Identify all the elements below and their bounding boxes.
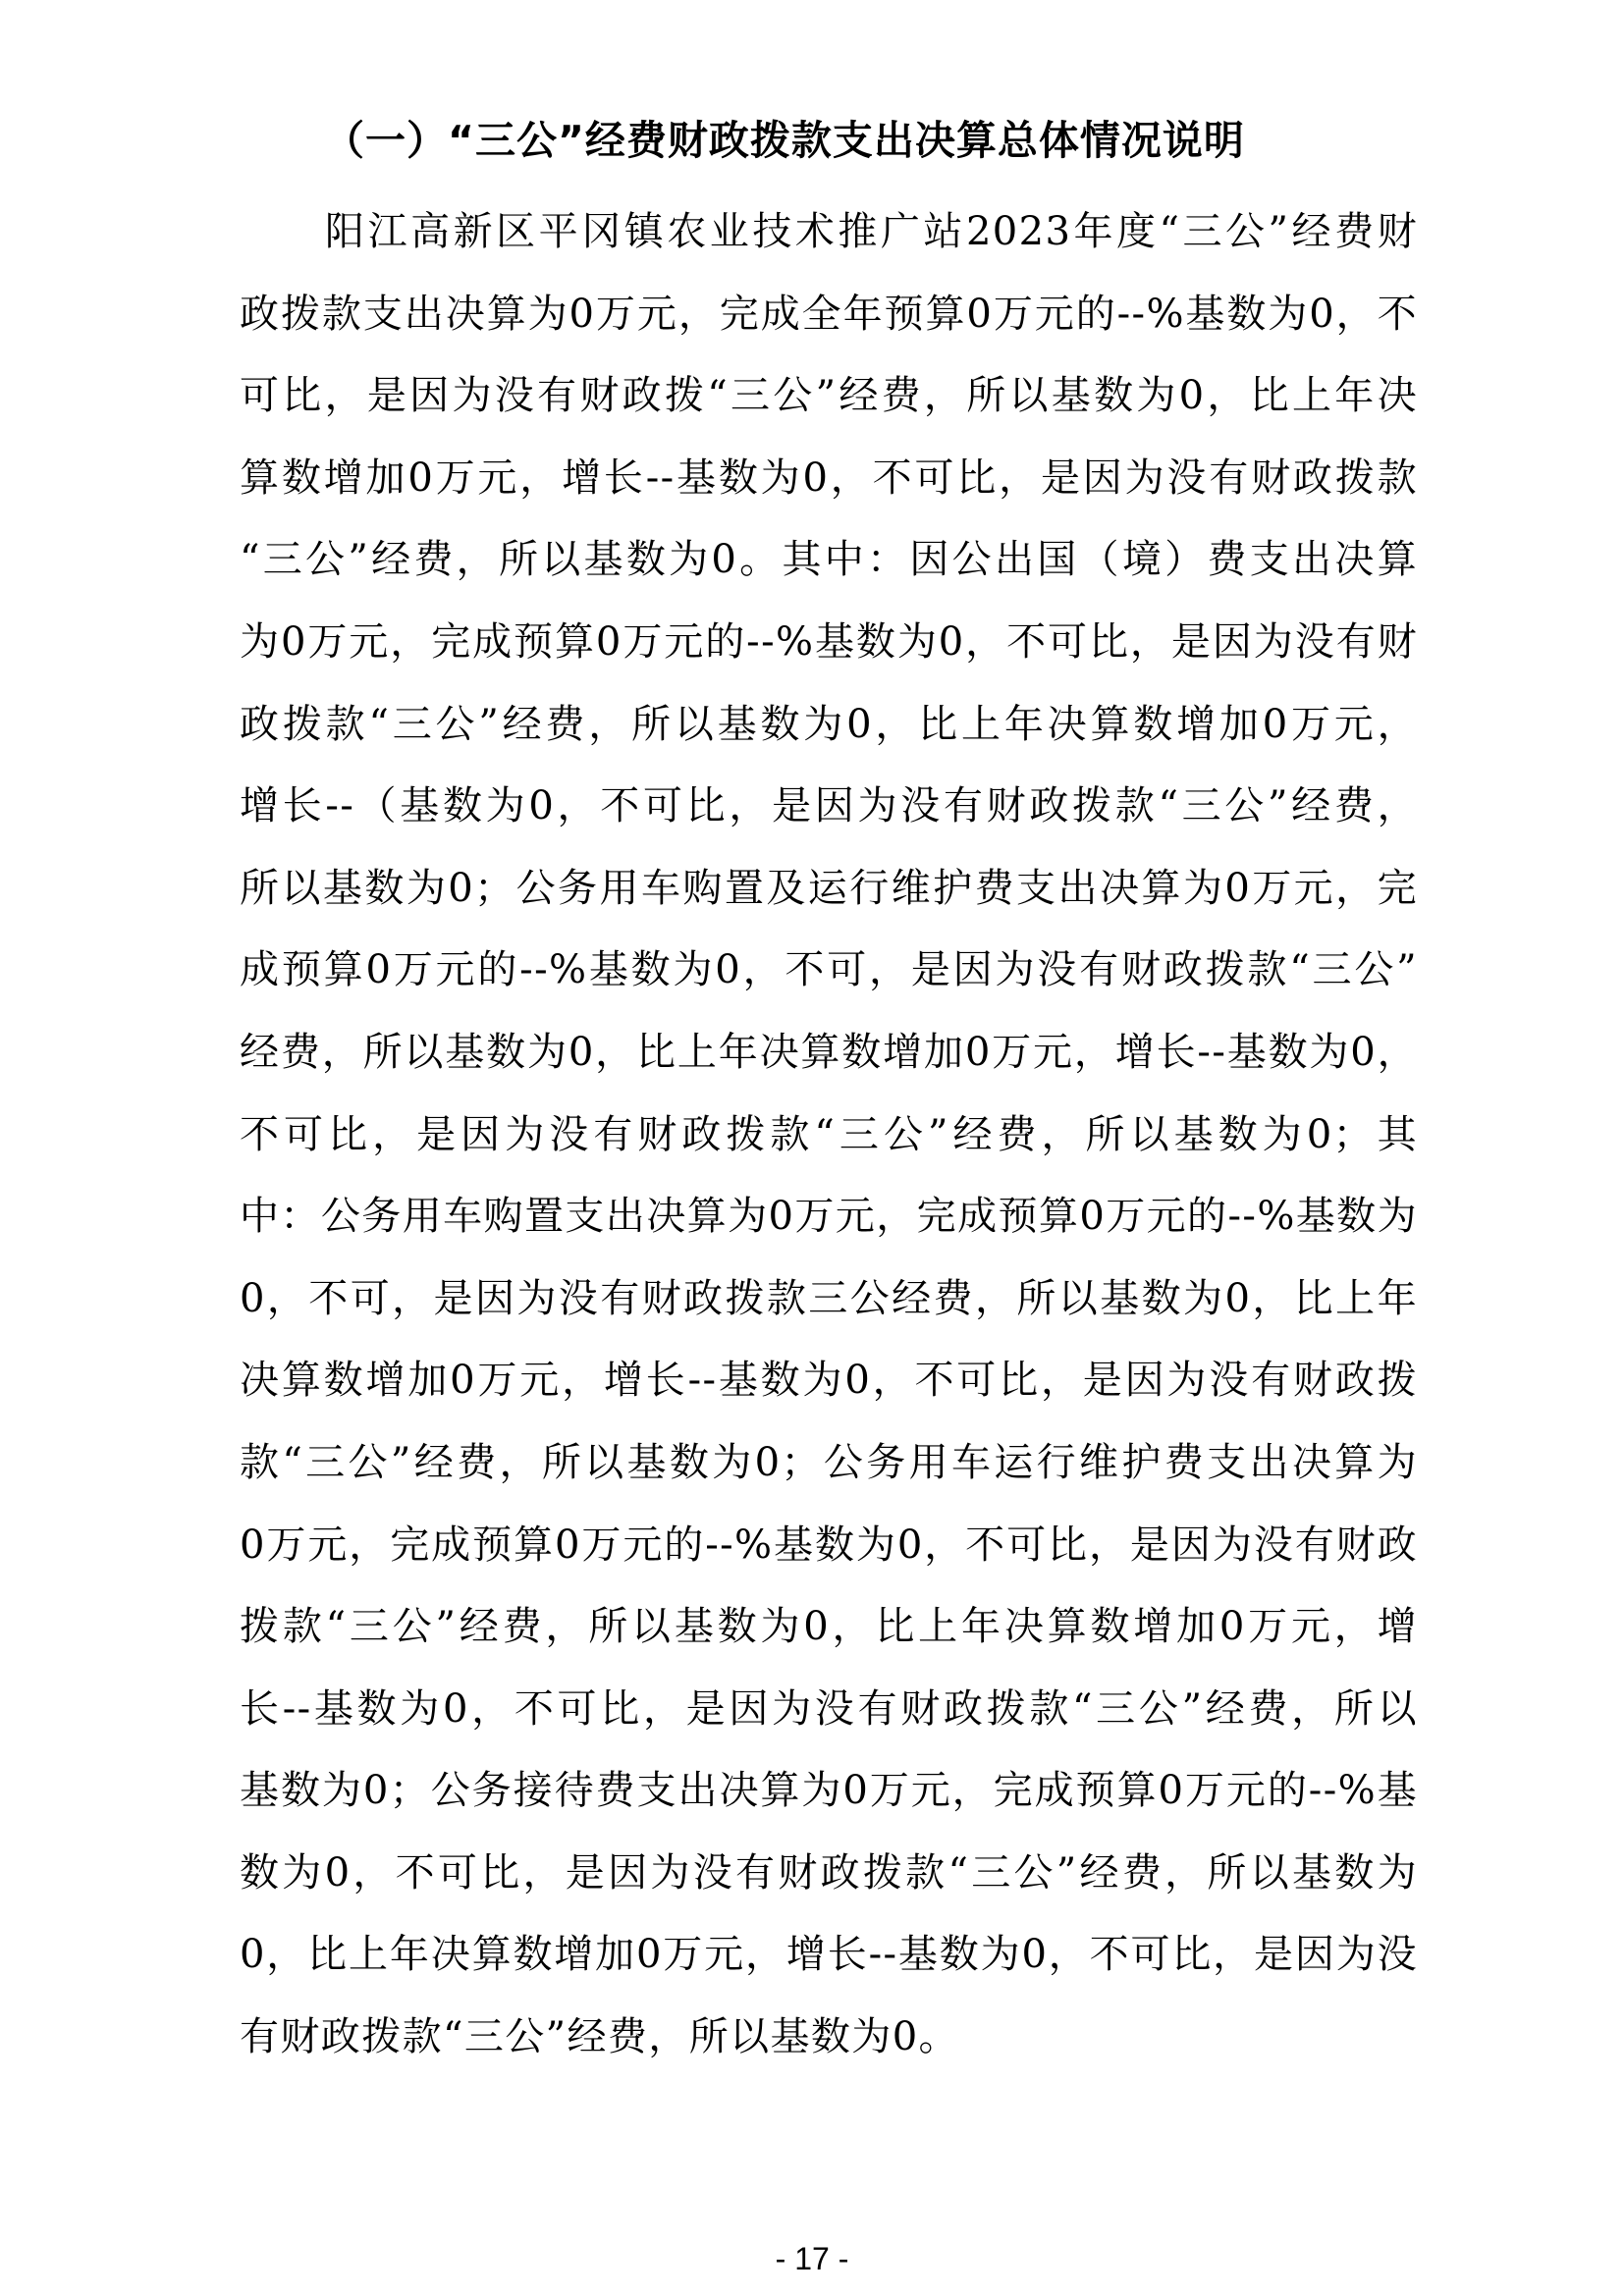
body-paragraph [240, 191, 1418, 2079]
paragraph-line: 决算数增加0万元，增长--基数为0，不可比，是因为没有财政拨 [240, 1358, 1418, 1404]
paragraph-line: 可比，是因为没有财政拨“三公”经费，所以基数为0，比上年决 [240, 373, 1418, 419]
paragraph-line: 阳江高新区平冈镇农业技术推广站2023年度“三公”经费财 [240, 209, 1418, 254]
paragraph-line: 0，不可，是因为没有财政拨款三公经费，所以基数为0，比上年 [240, 1275, 1418, 1321]
paragraph-line: 算数增加0万元，增长--基数为0，不可比，是因为没有财政拨款 [240, 454, 1418, 501]
paragraph-line: 为0万元，完成预算0万元的--%基数为0，不可比，是因为没有财 [240, 618, 1418, 665]
paragraph-line: 拨款“三公”经费，所以基数为0，比上年决算数增加0万元，增 [240, 1604, 1418, 1650]
paragraph-line: 基数为0；公务接待费支出决算为0万元，完成预算0万元的--%基 [240, 1768, 1418, 1814]
paragraph-line: 成预算0万元的--%基数为0，不可，是因为没有财政拨款“三公” [240, 947, 1418, 993]
paragraph-line: 数为0，不可比，是因为没有财政拨款“三公”经费，所以基数为 [240, 1849, 1418, 1896]
paragraph-line: 0，比上年决算数增加0万元，增长--基数为0，不可比，是因为没 [240, 1932, 1418, 1978]
paragraph-line: 增长--（基数为0，不可比，是因为没有财政拨款“三公”经费， [240, 783, 1418, 829]
paragraph-line: 款“三公”经费，所以基数为0；公务用车运行维护费支出决算为 [240, 1439, 1418, 1485]
page-number: - 17 - [775, 2241, 849, 2276]
paragraph-line: 经费，所以基数为0，比上年决算数增加0万元，增长--基数为0， [240, 1029, 1418, 1075]
paragraph-line: “三公”经费，所以基数为0。其中：因公出国（境）费支出决算 [240, 537, 1418, 583]
paragraph-line: 中：公务用车购置支出决算为0万元，完成预算0万元的--%基数为 [240, 1194, 1418, 1240]
paragraph-line: 有财政拨款“三公”经费，所以基数为0。 [240, 2014, 959, 2060]
paragraph-line: 政拨款支出决算为0万元，完成全年预算0万元的--%基数为0，不 [240, 291, 1418, 337]
paragraph-line: 长--基数为0，不可比，是因为没有财政拨款“三公”经费，所以 [240, 1685, 1418, 1732]
section-heading: （一）“三公”经费财政拨款支出决算总体情况说明 [324, 117, 1245, 164]
paragraph-line: 所以基数为0；公务用车购置及运行维护费支出决算为0万元，完 [240, 865, 1418, 911]
paragraph-line: 政拨款“三公”经费，所以基数为0，比上年决算数增加0万元， [240, 701, 1418, 747]
paragraph-line: 0万元，完成预算0万元的--%基数为0，不可比，是因为没有财政 [240, 1522, 1418, 1568]
paragraph-line: 不可比，是因为没有财政拨款“三公”经费，所以基数为0；其 [240, 1111, 1418, 1157]
